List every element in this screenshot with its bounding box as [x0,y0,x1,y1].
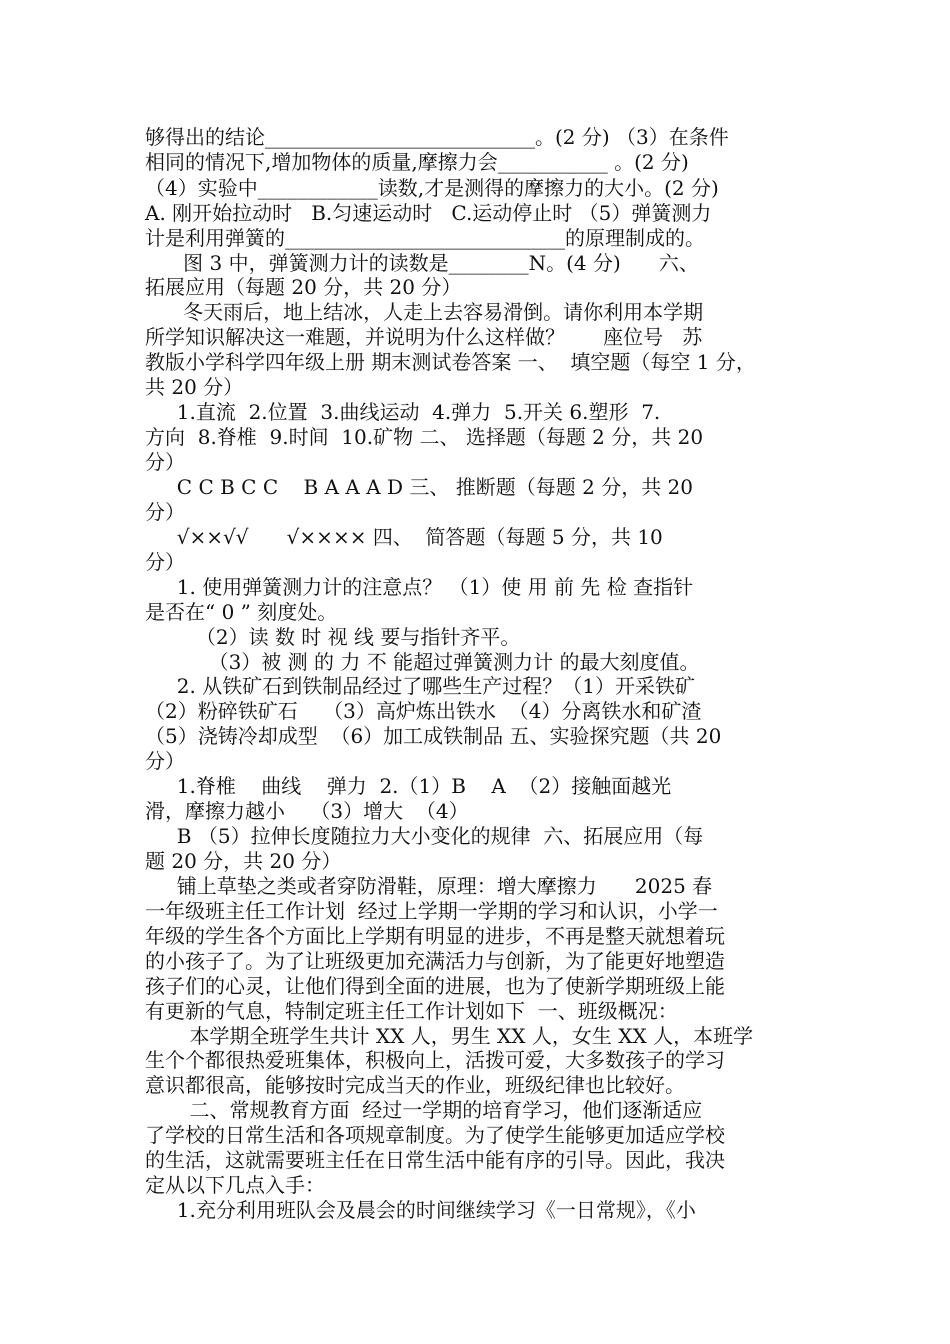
text-line: 一年级班主任工作计划 经过上学期一学期的学习和认识，小学一 [145,899,718,923]
text-line: √××√√ √×××× 四、 简答题（每题 5 分，共 10 [145,525,663,549]
text-line: 本学期全班学生共计 XX 人，男生 XX 人，女生 XX 人，本班学 [145,1024,754,1048]
text-line: 孩子们的心灵，让他们得到全面的进展，也为了使新学期班级上能 [145,974,725,998]
text-line: 的小孩子了。为了让班级更加充满活力与创新，为了能更好地塑造 [145,949,725,973]
text-line: 2. 从铁矿石到铁制品经过了哪些生产过程？（1）开采铁矿 [145,674,695,698]
text-line: 图 3 中，弹簧测力计的读数是________N。(4 分) 六、 [145,251,699,275]
text-line: （2）粉碎铁矿石 （3）高炉炼出铁水 （4）分离铁水和矿渣 [145,699,702,723]
text-line: （4）实验中____________读数,才是测得的摩擦力的大小。(2 分) [145,176,719,200]
text-line: C C B C C B A A A D 三、 推断题（每题 2 分，共 20 [145,475,694,499]
text-line: 所学知识解决这一难题，并说明为什么这样做？ 座位号 苏 [145,325,703,349]
text-line: 分） [145,500,185,524]
text-line: 分） [145,450,185,474]
text-line: B （5）拉伸长度随拉力大小变化的规律 六、拓展应用（每 [145,824,704,848]
text-line: 意识都很高，能够按时完成当天的作业，班级纪律也比较好。 [145,1073,685,1097]
text-line: 了学校的日常生活和各项规章制度。为了使学生能够更加适应学校 [145,1123,725,1147]
text-line: 1.充分利用班队会及晨会的时间继续学习《一日常规》，《小 [145,1198,696,1222]
text-line: 分） [145,749,185,773]
text-line: 题 20 分，共 20 分） [145,849,342,873]
text-line: 1.直流 2.位置 3.曲线运动 4.弹力 5.开关 6.塑形 7. [145,400,661,424]
text-line: 相同的情况下,增加物体的质量,摩擦力会___________ 。(2 分) [145,150,689,174]
text-line: 共 20 分） [145,375,244,399]
text-line: 生个个都很热爱班集体，积极向上，活拨可爱，大多数孩子的学习 [145,1048,725,1072]
text-line: 二、常规教育方面 经过一学期的培育学习，他们逐渐适应 [145,1098,703,1122]
text-line: 够得出的结论___________________________。(2 分) （3）在条件 [145,125,729,149]
text-line: （2）读 数 时 视 线 要与指针齐平。 [145,625,521,649]
text-line: 滑，摩擦力越小 （3）增大 （4） [145,799,469,823]
text-line: （3）被 测 的 力 不 能超过弹簧测力计 的最大刻度值。 [145,650,700,674]
text-line: 计是利用弹簧的____________________________的原理制成的。 [145,226,705,250]
text-line: 铺上草垫之类或者穿防滑鞋，原理：增大摩擦力 2025 春 [145,874,713,898]
text-line: （5）浇铸冷却成型 （6）加工成铁制品 五、实验探究题（共 20 [145,724,722,748]
text-line: 1.脊椎 曲线 弹力 2.（1）B A （2）接触面越光 [145,774,672,798]
text-line: A. 刚开始拉动时 B.匀速运动时 C.运动停止时 （5）弹簧测力 [145,201,712,225]
text-line: 1. 使用弹簧测力计的注意点？ （1）使 用 前 先 检 查指针 [145,575,694,599]
text-line: 的生活，这就需要班主任在日常生活中能有序的引导。因此，我决 [145,1148,725,1172]
text-line: 有更新的气息，特制定班主任工作计划如下 一、班级概况： [145,999,678,1023]
text-line: 年级的学生各个方面比上学期有明显的进步，不再是整天就想着玩 [145,924,725,948]
text-line: 是否在“ 0 ” 刻度处。 [145,600,338,624]
text-line: 定从以下几点入手： [145,1173,325,1197]
text-line: 教版小学科学四年级上册 期末测试卷答案 一、 填空题（每空 1 分， [145,350,756,374]
text-line: 方向 8.脊椎 9.时间 10.矿物 二、 选择题（每题 2 分，共 20 [145,425,704,449]
text-line: 冬天雨后，地上结冰，人走上去容易滑倒。请你利用本学期 [145,300,704,324]
text-line: 分） [145,550,185,574]
text-line: 拓展应用（每题 20 分，共 20 分） [145,275,462,299]
